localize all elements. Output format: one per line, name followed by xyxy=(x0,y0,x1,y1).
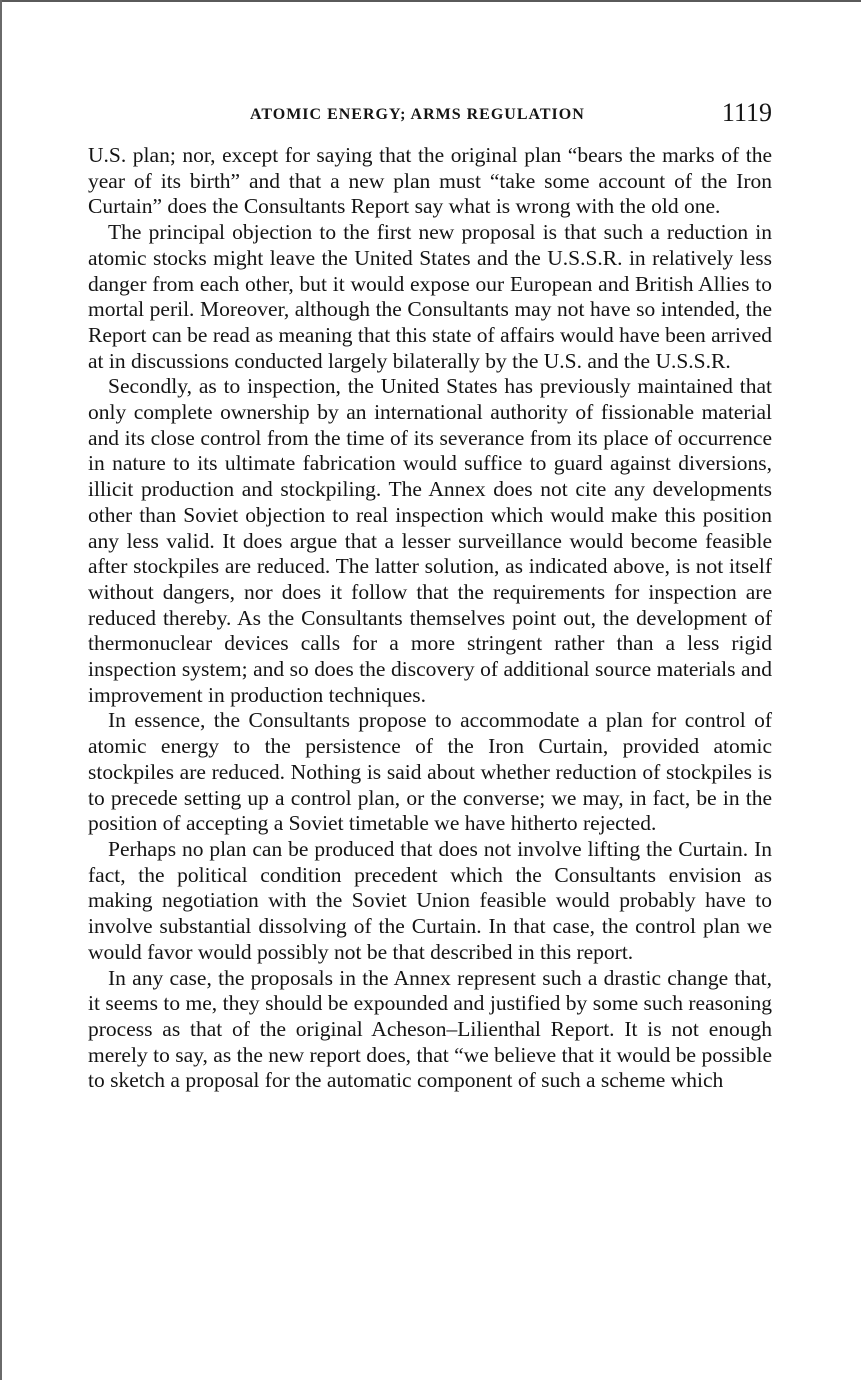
paragraph-continuation: U.S. plan; nor, except for saying that the original plan “bears the marks of the year of its birth” and that a new plan must “take some account of the Iron Curtain” does the Consultants Report say what is wrong with the old one. xyxy=(88,143,772,219)
running-head xyxy=(88,98,772,132)
paragraph-drastic-change: In any case, the proposals in the Annex represent such a drastic change that, it seems to me, they should be expounded and justified by some such reasoning process as that of the original Acheson–Lilienthal Report. It is not enough merely to say, as the new report does, that “we believe that it would be possible to sketch a proposal for the automatic component of such a scheme which xyxy=(88,965,772,1093)
left-page-edge xyxy=(0,0,2,1380)
top-edge-rule xyxy=(0,0,861,2)
paragraph-inspection: Secondly, as to inspection, the United States has previously maintained that only complete ownership by an international authority of fissionable material and its close control from the time of its severance from its place of occurrence in nature to its ultimate fabrication would suffice to guard against diversions, illicit production and stockpiling. The Annex does not cite any developments other than Soviet objection to real inspection which would make this position any less valid. It does argue that a lesser surveillance would become feasible after stockpiles are reduced. The latter solution, as indicated above, is not itself without dangers, nor does it follow that the requirements for inspection are reduced thereby. As the Consultants themselves point out, the development of thermonuclear devices calls for a more stringent rather than a less rigid inspection system; and so does the discovery of additional source materials and improvement in production techniques. xyxy=(88,374,772,707)
running-title: ATOMIC ENERGY; ARMS REGULATION xyxy=(250,106,585,123)
page-body xyxy=(88,143,772,1094)
paragraph-curtain: Perhaps no plan can be produced that does not involve lifting the Curtain. In fact, the political condition precedent which the Consultants envision as making negotiation with the Soviet Union feasible would probably have to involve substantial dissolving of the Curtain. In that case, the control plan we would favor would possibly not be that described in this report. xyxy=(88,836,772,964)
paragraph-essence: In essence, the Consultants propose to accommodate a plan for control of atomic energy to the persistence of the Iron Curtain, provided atomic stockpiles are reduced. Nothing is said about whether reduction of stockpiles is to precede setting up a control plan, or the converse; we may, in fact, be in the position of accepting a Soviet timetable we have hitherto rejected. xyxy=(88,708,772,836)
paragraph-principal-objection: The principal objection to the first new proposal is that such a reduction in atomic stocks might leave the United States and the U.S.S.R. in relatively less danger from each other, but it would expose our European and British Allies to mortal peril. Moreover, although the Consultants may not have so intended, the Report can be read as meaning that this state of affairs would have been arrived at in discussions conducted largely bilaterally by the U.S. and the U.S.S.R. xyxy=(88,220,772,373)
page-number: 1119 xyxy=(721,98,772,127)
